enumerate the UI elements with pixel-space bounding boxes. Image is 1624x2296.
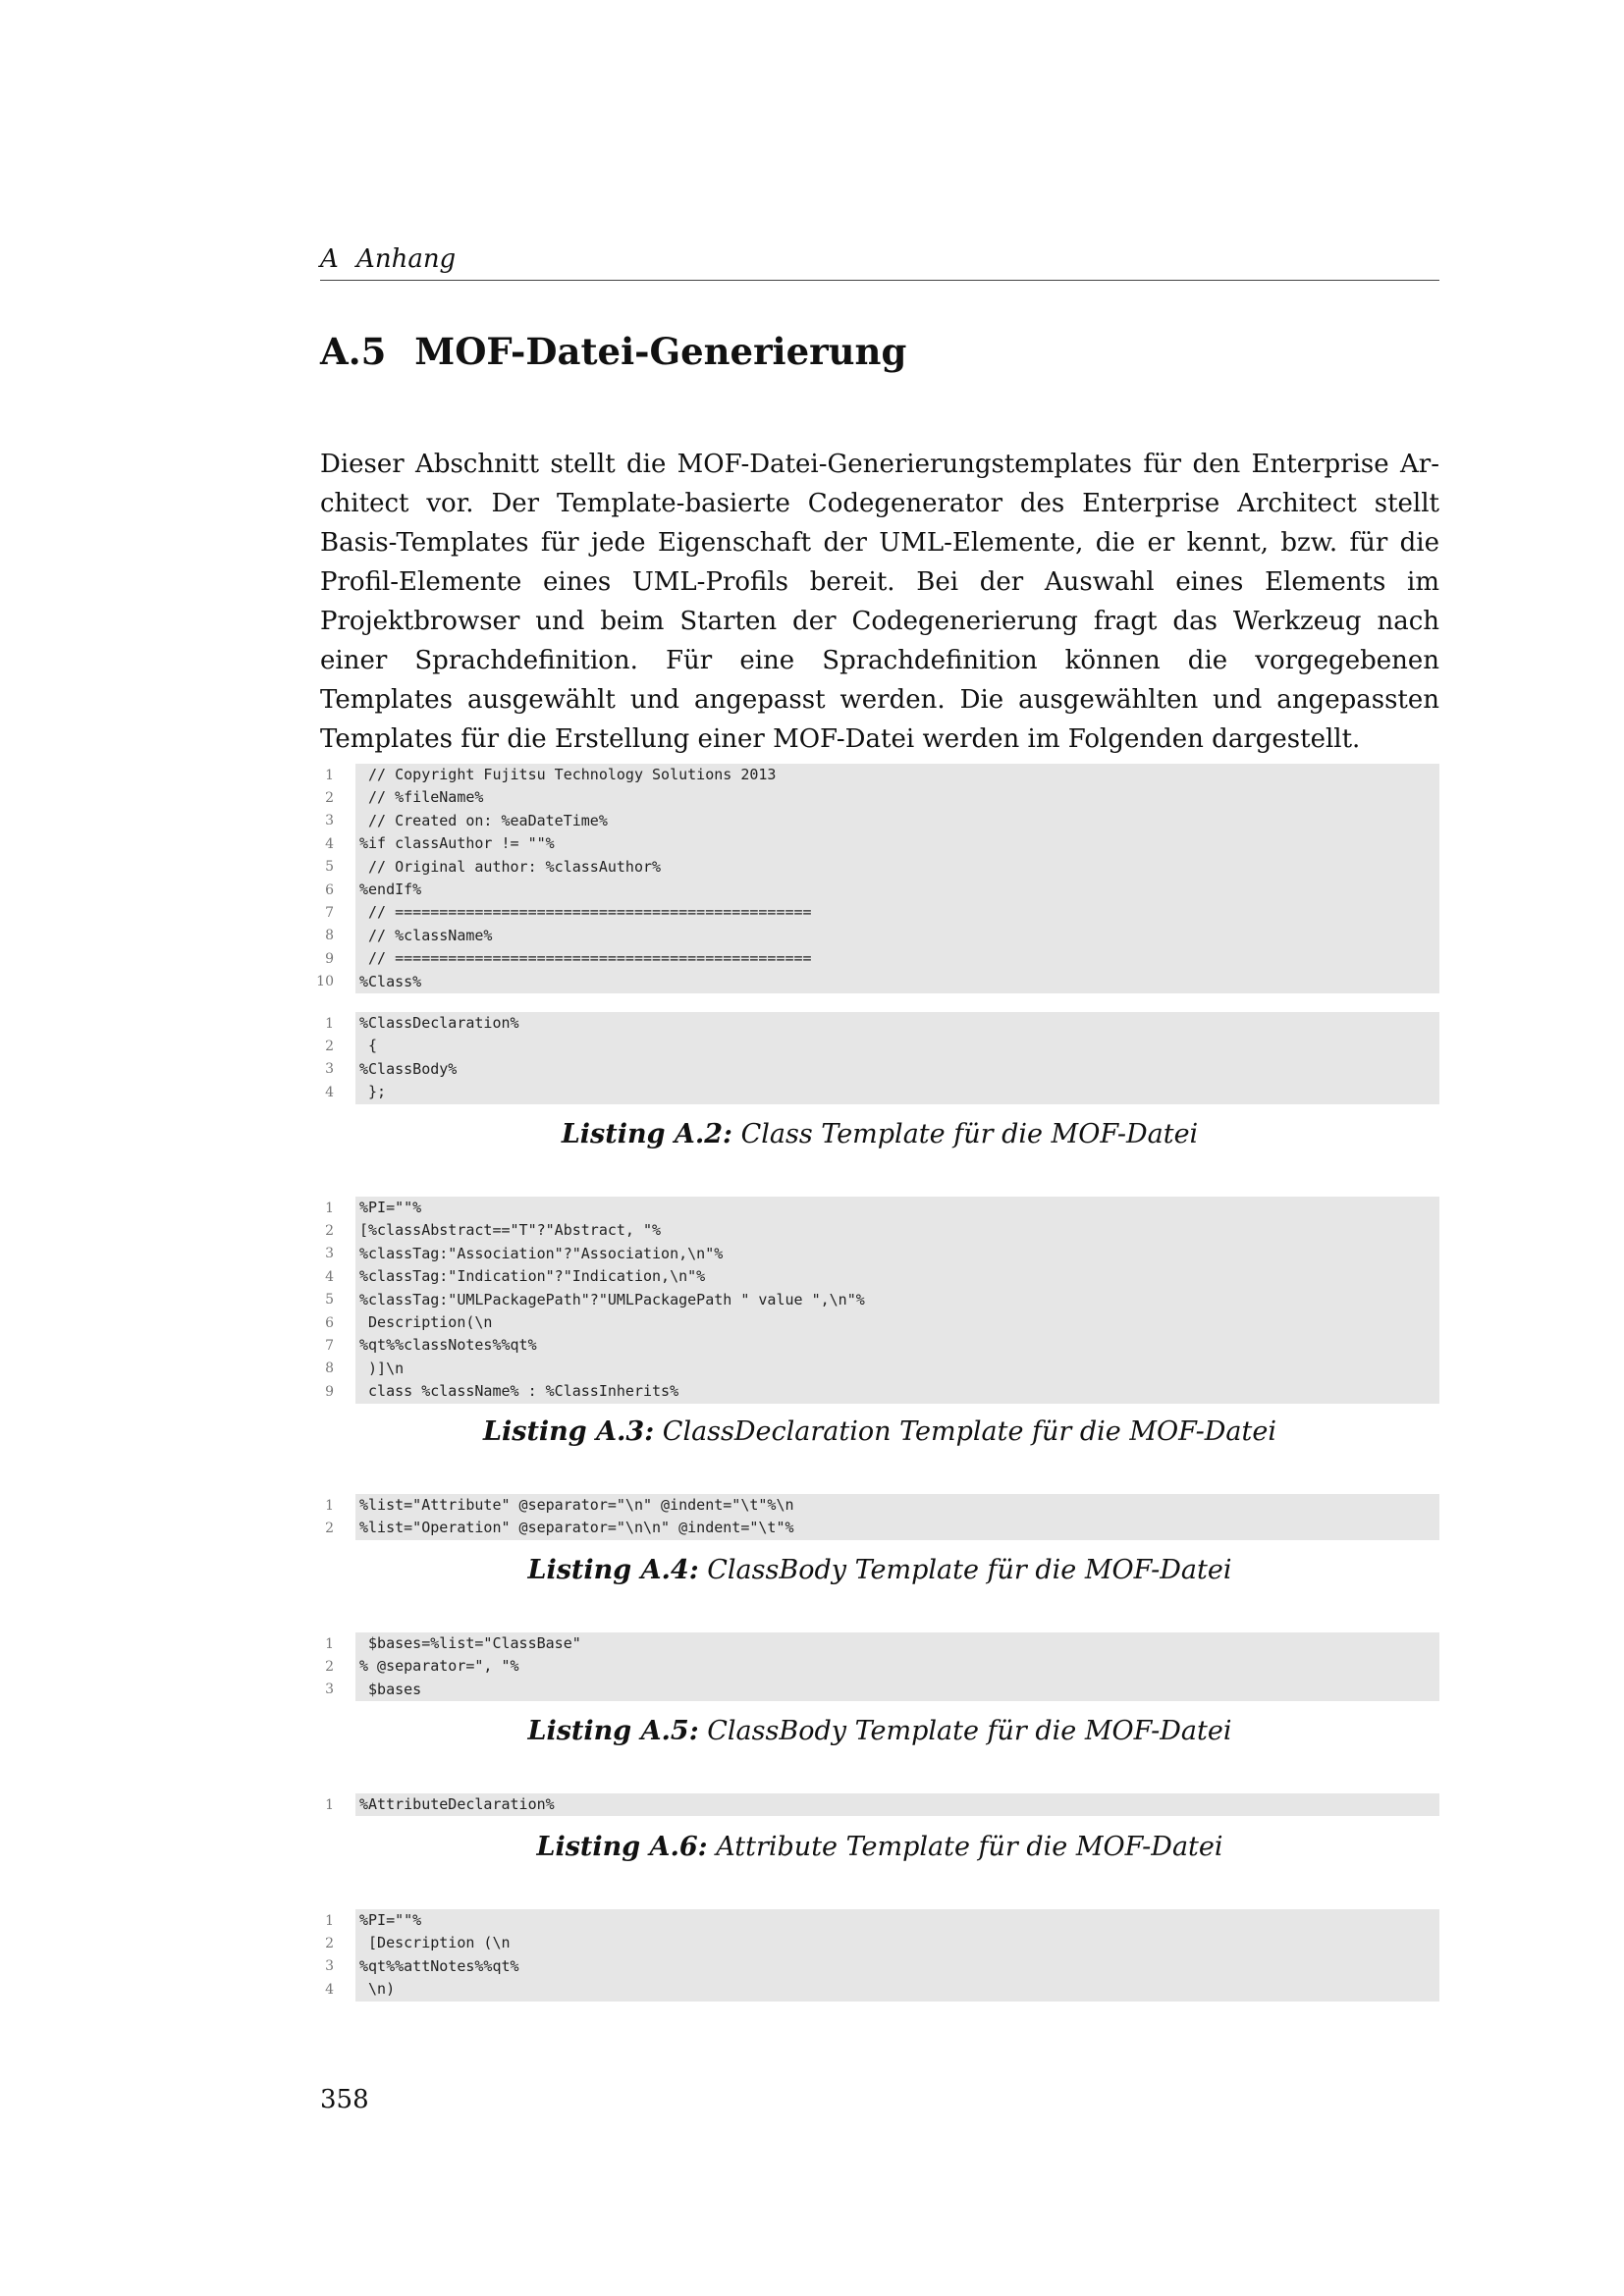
line-number: 6 — [325, 1314, 334, 1331]
code-line — [310, 1311, 1439, 1334]
caption-text: ClassBody Template für die MOF-Datei — [707, 1716, 1232, 1746]
line-number: 7 — [325, 905, 334, 922]
code-text: $bases=%list="ClassBase" — [355, 1632, 1439, 1655]
line-number: 3 — [325, 813, 334, 829]
code-line — [310, 1655, 1439, 1678]
code-line — [310, 856, 1439, 879]
code-line — [310, 1334, 1439, 1357]
code-listing-a6 — [310, 1793, 1439, 1816]
line-number: 5 — [325, 859, 334, 876]
line-number: 4 — [325, 835, 334, 852]
code-line — [310, 1265, 1439, 1288]
line-number: 8 — [325, 928, 334, 944]
line-number: 7 — [325, 1338, 334, 1355]
caption-label: Listing A.2: — [561, 1119, 732, 1149]
listing-caption-a6 — [320, 1830, 1439, 1865]
line-number: 4 — [325, 1268, 334, 1285]
line-number: 2 — [325, 1039, 334, 1055]
line-number: 3 — [325, 1682, 334, 1698]
code-line — [310, 1219, 1439, 1242]
line-number: 2 — [325, 1936, 334, 1952]
line-number: 4 — [325, 1084, 334, 1100]
code-text: )]\n — [355, 1358, 1439, 1380]
code-text: %if classAuthor != ""% — [355, 832, 1439, 855]
code-line — [310, 1978, 1439, 2001]
line-number: 1 — [325, 1635, 334, 1652]
section-heading — [320, 328, 1439, 375]
code-text: [Description (\n — [355, 1932, 1439, 1954]
code-text: %list="Operation" @separator="\n\n" @indent="\t"% — [355, 1517, 1439, 1539]
code-line — [310, 1035, 1439, 1057]
code-line — [310, 810, 1439, 832]
code-line — [310, 1679, 1439, 1701]
section-title: MOF-Datei-Generierung — [414, 330, 907, 373]
code-text: %classTag:"Association"?"Association,\n"% — [355, 1243, 1439, 1265]
line-number: 2 — [325, 1659, 334, 1676]
line-number: 9 — [325, 1383, 334, 1400]
code-text: \n) — [355, 1978, 1439, 2001]
code-text: %PI=""% — [355, 1909, 1439, 1932]
code-line — [310, 947, 1439, 970]
code-text: { — [355, 1035, 1439, 1057]
code-line — [310, 1081, 1439, 1103]
line-number: 1 — [325, 1912, 334, 1929]
code-text: %classTag:"UMLPackagePath"?"UMLPackagePath " value ",\n"% — [355, 1289, 1439, 1311]
line-number: 8 — [325, 1361, 334, 1377]
code-text: %list="Attribute" @separator="\n" @indent="\t"%\n — [355, 1494, 1439, 1517]
line-number: 1 — [325, 1796, 334, 1813]
code-text: %qt%%attNotes%%qt% — [355, 1955, 1439, 1978]
code-text: %Class% — [355, 971, 1439, 993]
intro-paragraph: Dieser Abschnitt stellt die MOF-Datei-Generierungstemplates für den Enterprise Architect vor. Der Template-basierte Codegenerator des Enterprise Architect stellt Basis-Templates für jede Eigenschaft der UML-Elemente, die er kennt, bzw. für die Profil-Elemente eines UML-Profils bereit. Bei der Auswahl eines Elements im Projektbrowser und beim Starten der Codegenerierung fragt das Werkzeug nach einer Sprachdefinition. Für eine Sprachdefinition können die vorgegebenen Templates ausgewählt und angepasst werden. Die ausgewählten und angepassten Templates für die Erstellung einer MOF-Datei werden im Folgenden dargestellt. — [320, 450, 1439, 754]
chapter-title: Anhang — [356, 244, 457, 274]
code-line — [310, 1517, 1439, 1539]
chapter-number: A — [320, 244, 339, 274]
line-number: 3 — [325, 1246, 334, 1262]
code-text: // Original author: %classAuthor% — [355, 856, 1439, 879]
code-line — [310, 1955, 1439, 1978]
code-text: // %fileName% — [355, 786, 1439, 809]
code-line — [310, 764, 1439, 786]
code-line — [310, 1012, 1439, 1035]
line-number: 6 — [325, 881, 334, 898]
code-line — [310, 786, 1439, 809]
line-number: 5 — [325, 1292, 334, 1308]
code-line — [310, 1632, 1439, 1655]
line-number: 1 — [325, 1497, 334, 1514]
line-number: 2 — [325, 790, 334, 807]
code-listing-a2 — [310, 1012, 1439, 1104]
code-text: $bases — [355, 1679, 1439, 1701]
code-line — [310, 1197, 1439, 1219]
code-line — [310, 1909, 1439, 1932]
code-line — [310, 1793, 1439, 1816]
code-text: % @separator=", "% — [355, 1655, 1439, 1678]
caption-label: Listing A.4: — [527, 1555, 699, 1585]
code-text: %classTag:"Indication"?"Indication,\n"% — [355, 1265, 1439, 1288]
code-listing-a5 — [310, 1632, 1439, 1701]
code-text: // Copyright Fujitsu Technology Solutions 2013 — [355, 764, 1439, 786]
code-line — [310, 971, 1439, 993]
line-number: 3 — [325, 1061, 334, 1078]
line-number: 1 — [325, 1200, 334, 1216]
caption-text: Class Template für die MOF-Datei — [740, 1119, 1199, 1149]
code-listing-a3 — [310, 1197, 1439, 1404]
code-line — [310, 1932, 1439, 1954]
code-line — [310, 1358, 1439, 1380]
code-line — [310, 832, 1439, 855]
running-header — [320, 242, 1439, 281]
caption-text: Attribute Template für die MOF-Datei — [716, 1832, 1223, 1862]
code-text: %endIf% — [355, 879, 1439, 901]
code-text: // =============================================== — [355, 947, 1439, 970]
code-line — [310, 1289, 1439, 1311]
code-text: %ClassBody% — [355, 1058, 1439, 1081]
code-text: %ClassDeclaration% — [355, 1012, 1439, 1035]
code-line — [310, 1058, 1439, 1081]
caption-label: Listing A.6: — [536, 1832, 708, 1862]
code-text: class %className% : %ClassInherits% — [355, 1380, 1439, 1403]
caption-text: ClassBody Template für die MOF-Datei — [707, 1555, 1232, 1585]
line-number: 4 — [325, 1981, 334, 1998]
listing-caption-a5 — [320, 1714, 1439, 1749]
code-text: %qt%%classNotes%%qt% — [355, 1334, 1439, 1357]
code-text: %AttributeDeclaration% — [355, 1793, 1439, 1816]
code-line — [310, 879, 1439, 901]
caption-text: ClassDeclaration Template für die MOF-Datei — [662, 1416, 1276, 1447]
code-line — [310, 1494, 1439, 1517]
line-number: 9 — [325, 950, 334, 967]
line-number: 10 — [316, 974, 334, 990]
caption-label: Listing A.5: — [527, 1716, 699, 1746]
code-listing-header-template — [310, 764, 1439, 993]
code-listing-a4 — [310, 1494, 1439, 1540]
line-number: 1 — [325, 1015, 334, 1032]
listing-caption-a3 — [320, 1415, 1439, 1450]
section-number: A.5 — [320, 330, 387, 373]
code-line — [310, 925, 1439, 947]
code-line — [310, 901, 1439, 924]
code-listing-attribute-declaration — [310, 1909, 1439, 2002]
listing-caption-a4 — [320, 1553, 1439, 1588]
line-number: 2 — [325, 1521, 334, 1537]
code-text: Description(\n — [355, 1311, 1439, 1334]
code-line — [310, 1380, 1439, 1403]
code-text: // =============================================== — [355, 901, 1439, 924]
line-number: 2 — [325, 1223, 334, 1240]
page-number: 358 — [320, 2085, 369, 2114]
code-text: %PI=""% — [355, 1197, 1439, 1219]
code-text: // Created on: %eaDateTime% — [355, 810, 1439, 832]
code-line — [310, 1243, 1439, 1265]
caption-label: Listing A.3: — [483, 1416, 655, 1447]
line-number: 3 — [325, 1958, 334, 1975]
code-text: // %className% — [355, 925, 1439, 947]
code-text: [%classAbstract=="T"?"Abstract, "% — [355, 1219, 1439, 1242]
line-number: 1 — [325, 767, 334, 783]
code-text: }; — [355, 1081, 1439, 1103]
listing-caption-a2 — [320, 1117, 1439, 1152]
